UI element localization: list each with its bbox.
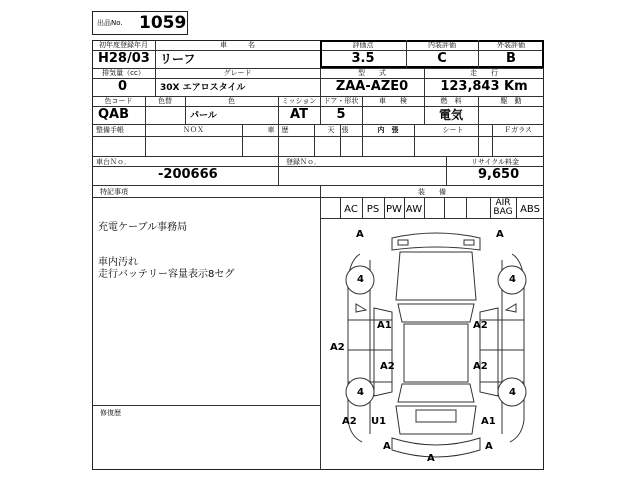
mark-door-fr: A2 <box>473 320 488 331</box>
repair-history-header: 修復歴 <box>100 409 121 417</box>
transmission-header: ミッション <box>281 97 317 105</box>
interior-header: 内 張 <box>377 126 399 134</box>
remark-line-4: 走行バッテリー容量表示8セグ <box>98 269 235 280</box>
displacement-header: 排気量（cc） <box>102 69 145 77</box>
mark-wheel-fr: 4 <box>509 274 516 285</box>
equip-airbag: AIR BAG <box>493 198 513 217</box>
first-reg-header: 初年度登録年月 <box>99 41 148 49</box>
equip-ac: AC <box>344 204 358 215</box>
grade-score-header: 評価点 <box>352 41 374 49</box>
doors-value: 5 <box>336 107 346 122</box>
recycle-fee-value: 9,650 <box>478 167 520 182</box>
mark-side-left: A2 <box>330 342 345 353</box>
car-name-header: 車 名 <box>220 41 255 49</box>
mark-bumper-right: A <box>485 441 493 452</box>
remark-line-3: 車内汚れ <box>98 257 138 268</box>
grade-value: 30X エアロスタイル <box>160 83 246 93</box>
color-code-header: 色コード <box>104 97 133 105</box>
seat-header: シート <box>442 126 464 134</box>
lot-number: 1059 <box>139 13 187 33</box>
maintenance-header: 整備手帳 <box>96 126 124 134</box>
equip-aw: AW <box>405 204 423 215</box>
mark-door-rl: A2 <box>380 361 395 372</box>
mark-door-rr: A2 <box>473 361 488 372</box>
mileage-value: 123,843 Km <box>440 79 528 94</box>
vehicle-header: 車 検 <box>379 97 407 105</box>
mark-front-right: A <box>496 229 504 240</box>
mark-front-left: A <box>356 229 364 240</box>
displacement-value: 0 <box>118 79 128 94</box>
reg-no-header: 登録Ｎｏ． <box>286 158 321 166</box>
mark-wheel-rr: 4 <box>509 387 516 398</box>
mark-rear-center: U1 <box>371 416 387 427</box>
mark-bumper-left: A <box>383 441 391 452</box>
equip-ps: PS <box>366 204 380 215</box>
interior-score-value: C <box>437 51 447 66</box>
grade-header: グレード <box>223 69 252 77</box>
exterior-score-header: 外装評価 <box>497 41 525 49</box>
mark-rear-right: A1 <box>481 416 496 427</box>
exterior-score-value: B <box>506 51 516 66</box>
fuel-header: 燃 料 <box>440 97 462 105</box>
chassis-no-header: 車台Ｎｏ． <box>96 158 131 166</box>
model-value: ZAA-AZE0 <box>335 79 409 94</box>
grade-score-value: 3.5 <box>351 51 375 66</box>
lot-box <box>92 11 188 35</box>
mark-bumper-bottom: A <box>427 453 435 464</box>
car-diagram <box>330 220 542 468</box>
interior-score-header: 内装評価 <box>428 41 456 49</box>
color-type-header: 色替 <box>158 97 172 105</box>
drive-header: 駆 動 <box>500 97 522 105</box>
color-value: パール <box>190 111 217 121</box>
color-header: 色 <box>228 97 235 105</box>
mileage-header: 走 行 <box>470 69 498 77</box>
mark-wheel-rl: 4 <box>357 387 364 398</box>
doors-header: ドア・形状 <box>323 97 359 105</box>
remark-line-1: 充電ケーブル事務局 <box>98 222 188 233</box>
model-header: 型 式 <box>358 69 386 77</box>
chassis-no-value: -200666 <box>158 167 218 182</box>
color-code-value: QAB <box>98 107 130 122</box>
fglass-header: Ｆガラス <box>504 126 532 134</box>
car-name-value: リーフ <box>160 52 196 66</box>
mark-door-fl: A1 <box>377 320 392 331</box>
equip-pw: PW <box>386 204 402 215</box>
equipment-header: 装 備 <box>418 188 446 196</box>
fuel-value: 電気 <box>438 108 463 122</box>
first-reg-value: H28/03 <box>98 51 150 66</box>
remarks-header: 特記事項 <box>100 188 128 196</box>
sunroof-header: 天 張 <box>327 126 349 134</box>
transmission-value: AT <box>290 107 308 122</box>
mark-wheel-fl: 4 <box>357 274 364 285</box>
lot-label: 出品No. <box>97 19 123 27</box>
equip-abs: ABS <box>520 204 540 215</box>
nox-header: ＮＯＸ <box>183 126 204 134</box>
history-header: 車 歴 <box>267 126 289 134</box>
mark-rear-left: A2 <box>342 416 357 427</box>
recycle-fee-header: リサイクル料金 <box>470 158 520 166</box>
